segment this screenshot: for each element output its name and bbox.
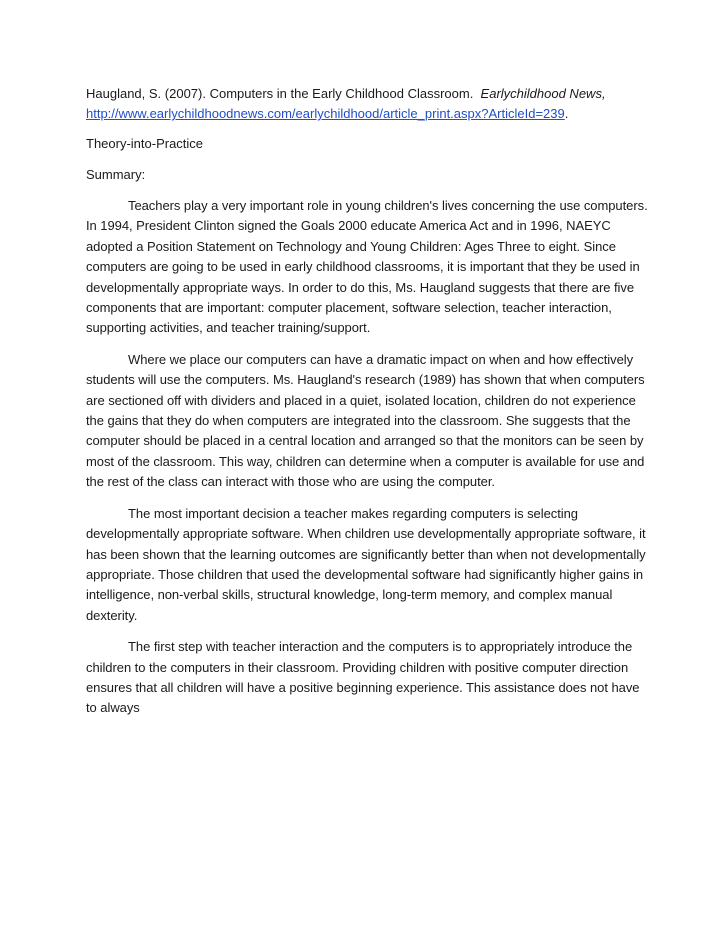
citation-journal: Earlychildhood News, xyxy=(480,86,606,101)
citation-author-title: Haugland, S. (2007). Computers in the Early Childhood Classroom. xyxy=(86,86,474,101)
category-label: Theory-into-Practice xyxy=(86,136,204,151)
citation-url-suffix: . xyxy=(564,106,569,121)
paragraph-intro: Teachers play a very important role in young children's lives concerning the use computers. In 1994, President Clinton signed the Goals 2000 educate America Act and in 1996, NAEYC adopted a Position Statement on Technology and Young Children: Ages Three to eight. Since computers are going to be used in early childhood classrooms, it is important that they be used in developmentally appropriate ways. In order to do this, Ms. Haugland suggests that there are five components that are important: computer placement, software selection, teacher interaction, supporting activities, and teacher training/support. xyxy=(86,198,648,336)
summary-label: Summary: xyxy=(86,167,146,182)
paragraph-placement: Where we place our computers can have a dramatic impact on when and how effectively students will use the computers. Ms. Haugland's research (1989) has shown that when computers are sectioned off with dividers and placed in a quiet, isolated location, children do not experience the gains that they do when computers are integrated into the classroom. She suggests that the computer should be placed in a central location and arranged so that the monitors can be seen by most of the classroom. This way, children can determine when a computer is available for use and the rest of the class can interact with those who are using the computer. xyxy=(86,351,645,490)
citation-url-link[interactable]: http://www.earlychildhoodnews.com/earlychildhood/article_print.aspx?ArticleId=239 xyxy=(86,106,565,121)
citation xyxy=(86,84,648,124)
paragraph-interaction: The first step with teacher interaction and the computers is to appropriately introduce the children to the computers in their classroom. Providing children with positive computer direction ensures that all children will have a positive beginning experience. This assistance does not have to always xyxy=(86,639,640,716)
paragraph-software: The most important decision a teacher makes regarding computers is selecting developmentally appropriate software. When children use developmentally appropriate software, it has been shown that the learning outcomes are significantly better than when not developmentally appropriate. Those children that used the developmental software had significantly higher gains in intelligence, non-verbal skills, structural knowledge, long-term memory, and complex manual dexterity. xyxy=(86,505,646,623)
